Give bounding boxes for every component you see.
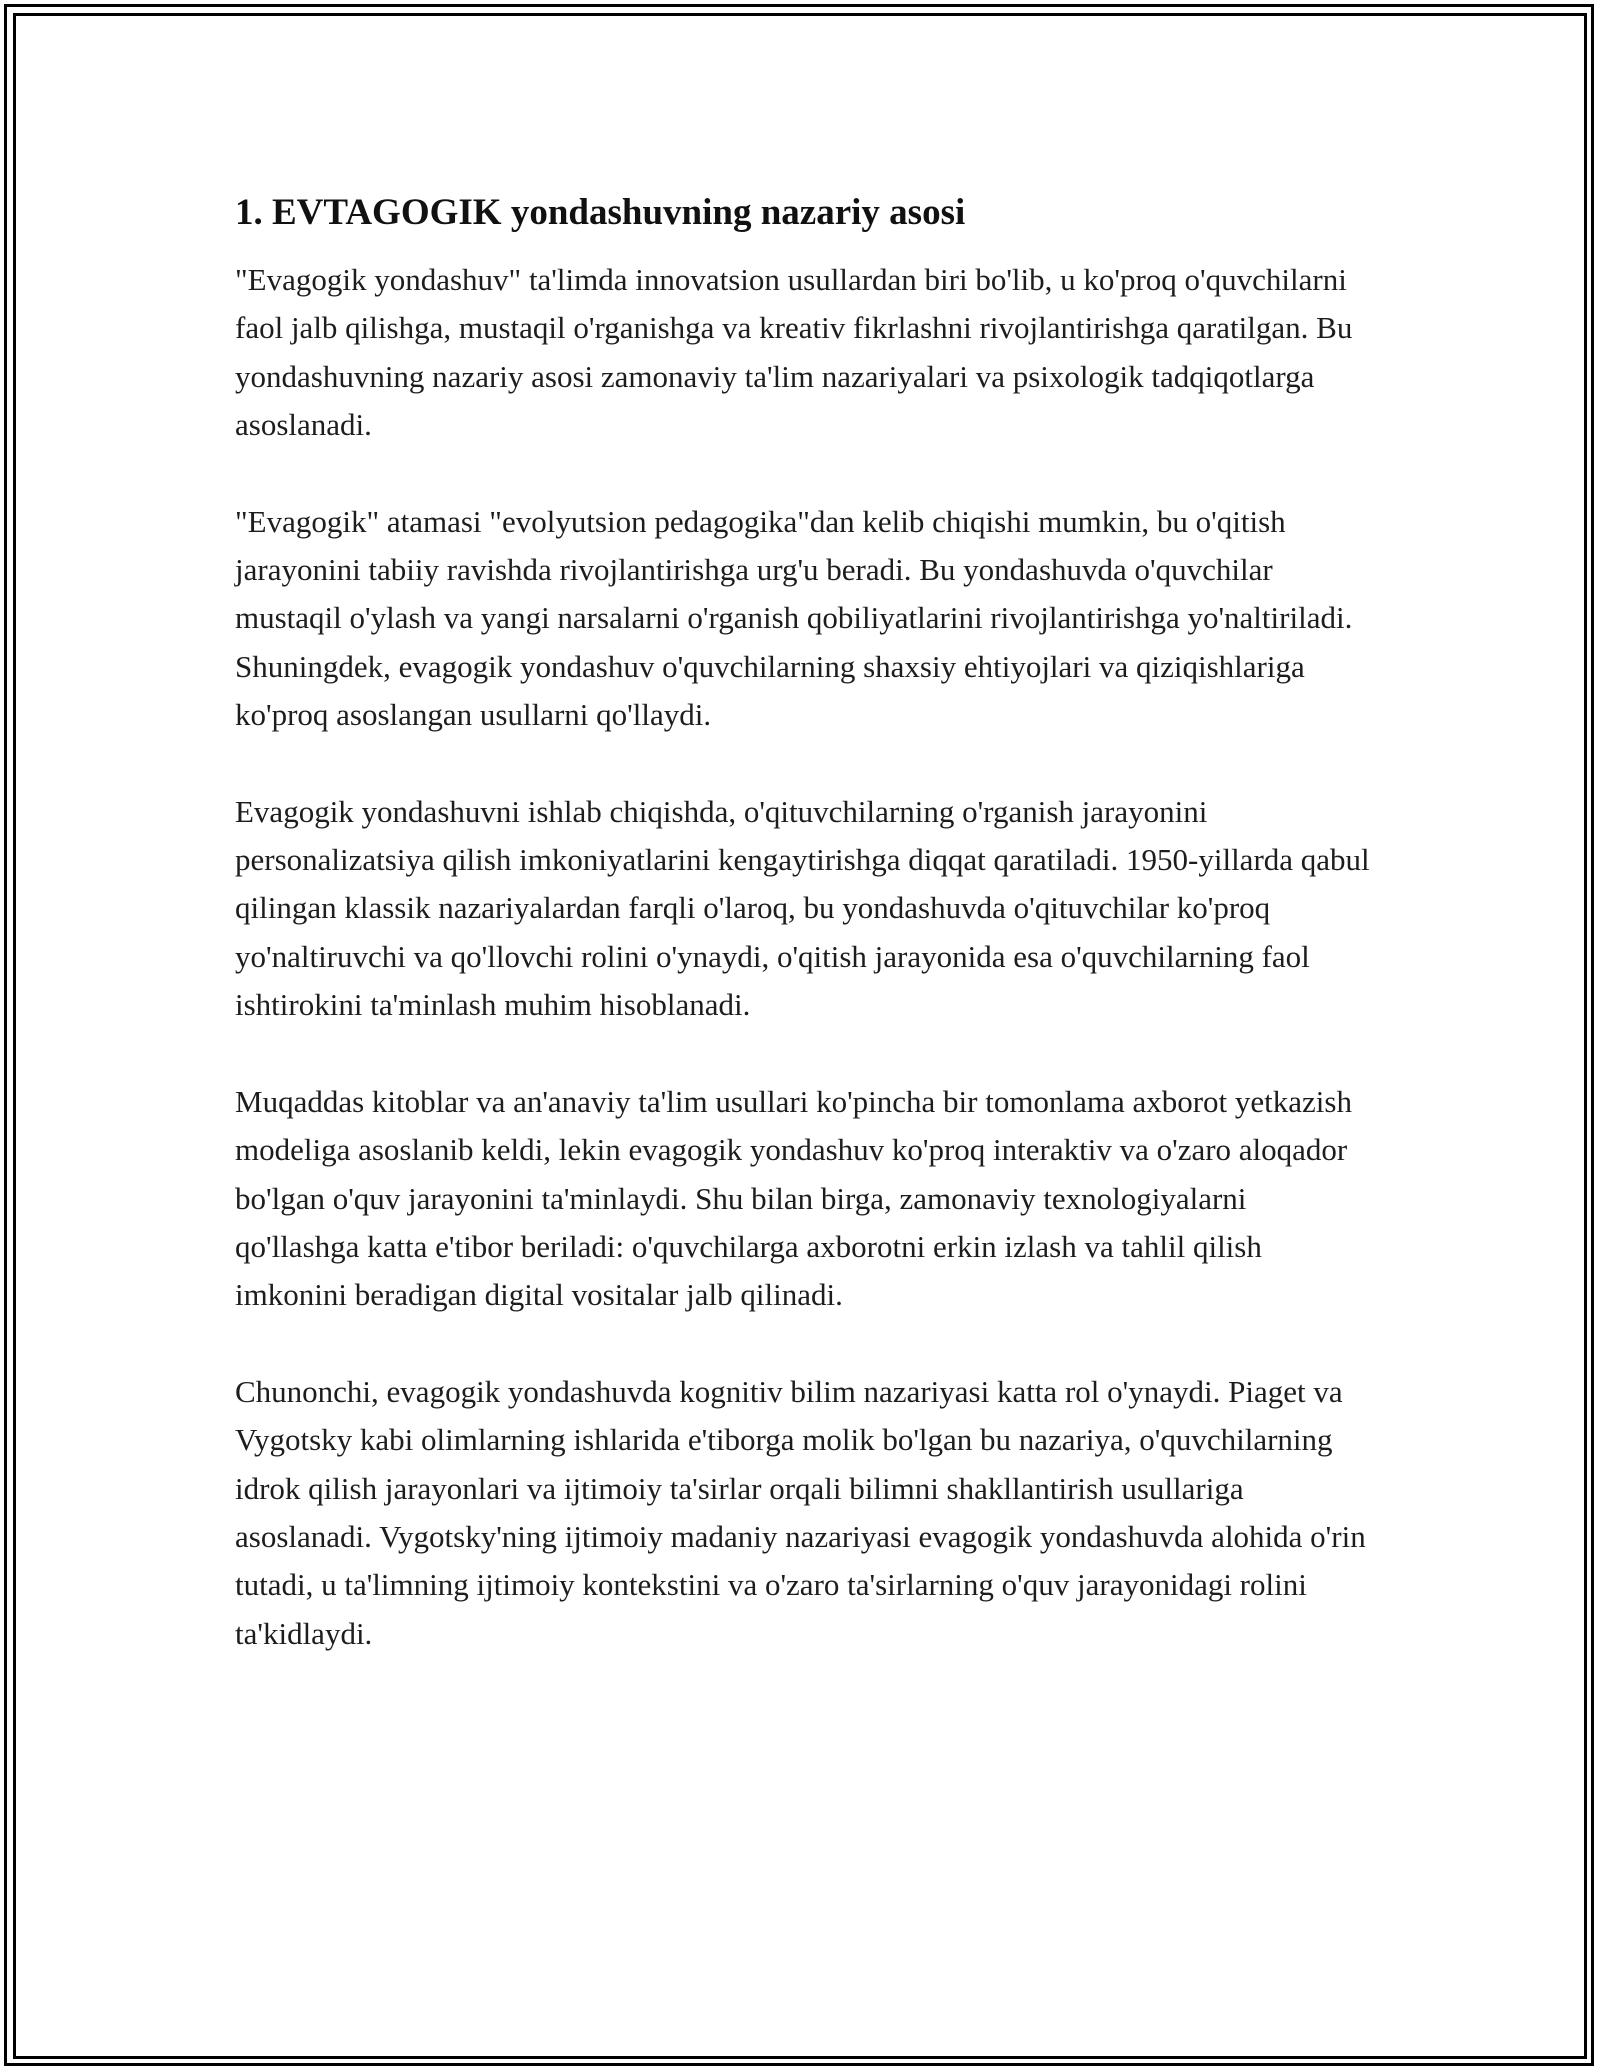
paragraph-5: Chunonchi, evagogik yondashuvda kognitiv bilim nazariyasi katta rol o'ynaydi. Piaget va Vygotsky kabi olimlarning ishlarida e'tiborga molik bo'lgan bu nazariya, o'quvchilarning idrok qilish jarayonlari va ijtimoiy ta'sirlar orqali bilimni shakllantirish usullariga asoslanadi. Vygotsky'ning ijtimoiy madaniy nazariyasi evagogik yondashuvda alohida o'rin tutadi, u ta'limning ijtimoiy kontekstini va o'zaro ta'sirlarning o'quv jarayonidagi rolini ta'kidlaydi.: [235, 1373, 1366, 1651]
paragraph-3: Evagogik yondashuvni ishlab chiqishda, o'qituvchilarning o'rganish jarayonini personalizatsiya qilish imkoniyatlarini kengaytirishga diqqat qaratiladi. 1950-yillarda qabul qilingan klassik nazariyalardan farqli o'laroq, bu yondashuvda o'qituvchilar ko'proq yo'naltiruvchi va qo'llovchi rolini o'ynaydi, o'qitish jarayonida esa o'quvchilarning faol ishtirokini ta'minlash muhim hisoblanadi.: [235, 793, 1370, 1023]
document-body: [235, 186, 1375, 1706]
paragraph-1: "Evagogik yondashuv" ta'limda innovatsion usullardan biri bo'lib, u ko'proq o'quvchilarni faol jalb qilishga, mustaqil o'rganishga va kreativ fikrlashni rivojlantirishga qaratilgan. Bu yondashuvning nazariy asosi zamonaviy ta'lim nazariyalari va psixologik tadqiqotlarga asoslanadi.: [235, 262, 1353, 443]
paragraph-4: Muqaddas kitoblar va an'anaviy ta'lim usullari ko'pincha bir tomonlama axborot yetkazish modeliga asoslanib keldi, lekin evagogik yondashuv ko'proq interaktiv va o'zaro aloqador bo'lgan o'quv jarayonini ta'minlaydi. Shu bilan birga, zamonaviy texnologiyalarni qo'llashga katta e'tibor beriladi: o'quvchilarga axborotni erkin izlash va tahlil qilish imkonini beradigan digital vositalar jalb qilinadi.: [235, 1083, 1352, 1313]
paragraph-2: "Evagogik" atamasi "evolyutsion pedagogika"dan kelib chiqishi mumkin, bu o'qitish jarayonini tabiiy ravishda rivojlantirishga urg'u beradi. Bu yondashuvda o'quvchilar mustaqil o'ylash va yangi narsalarni o'rganish qobiliyatlarini rivojlantirishga yo'naltiriladi. Shuningdek, evagogik yondashuv o'quvchilarning shaxsiy ehtiyojlari va qiziqishlariga ko'proq asoslangan usullarni qo'llaydi.: [235, 503, 1353, 733]
section-title: 1. EVTAGOGIK yondashuvning nazariy asosi: [235, 192, 966, 233]
